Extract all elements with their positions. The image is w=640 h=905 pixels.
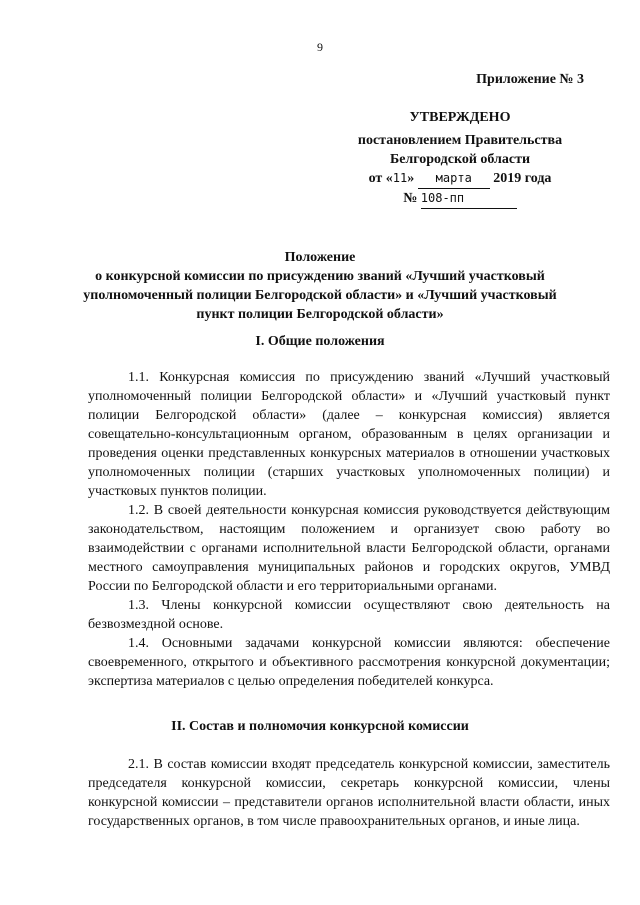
title-line-3: уполномоченный полиции Белгородской области» и «Лучший участковый xyxy=(83,288,557,303)
page-number: 9 xyxy=(317,40,323,54)
paragraph-1-2: 1.2. В своей деятельности конкурсная комиссия руководствуется действующим законодательством, настоящим положением и организует свою работу во взаимодействии с органами исполнительной власти Белгородской области, органами местного самоуправления муниципальных районов и городских округов, УМВД России по Белгородской области и его территориальными органами. xyxy=(88,503,610,594)
approved-stamp-text: УТВЕРЖДЕНО xyxy=(409,110,511,125)
section-2-body xyxy=(88,755,610,831)
number-value: 108-пп xyxy=(421,189,517,209)
date-month: марта xyxy=(418,169,490,189)
paragraph-1-4: 1.4. Основными задачами конкурсной комиссии являются: обеспечение своевременного, открытого и объективного рассмотрения конкурсной документации; экспертиза материалов с целью определения победителей конкурса. xyxy=(88,636,610,689)
approval-number xyxy=(320,189,600,209)
title-line-1: Положение xyxy=(284,250,356,265)
section-2-heading: II. Состав и полномочия конкурсной комиссии xyxy=(171,719,469,734)
title-line-4: пункт полиции Белгородской области» xyxy=(196,307,444,322)
approval-line-2: Белгородской области xyxy=(389,152,531,167)
approval-line-1: постановлением Правительства xyxy=(357,133,563,148)
document-title xyxy=(60,248,580,324)
approval-date xyxy=(320,169,600,189)
section-1-heading: I. Общие положения xyxy=(255,334,385,349)
section-1-body xyxy=(88,368,610,691)
paragraph-1-1: 1.1. Конкурсная комиссия по присуждению званий «Лучший участковый уполномоченный полиции Белгородской области» и «Лучший участковый пункт полиции Белгородской области» (далее – конкурсная комиссия) является совещательно-консультационным органом, образованным в целях организации и проведения оценки представленных конкурсных материалов в отношении участковых уполномоченных полиции (старших участковых уполномоченных полиции) и участковых пунктов полиции. xyxy=(88,370,610,499)
appendix-label: Приложение № 3 xyxy=(476,72,584,87)
paragraph-1-3: 1.3. Члены конкурсной комиссии осуществляют свою деятельность на безвозмездной основе. xyxy=(88,598,610,632)
date-mid: » xyxy=(407,171,415,186)
date-day: 11 xyxy=(392,171,408,185)
date-year: 2019 года xyxy=(493,171,552,186)
date-prefix: от « xyxy=(368,171,393,186)
paragraph-2-1: 2.1. В состав комиссии входят председатель конкурсной комиссии, заместитель председателя конкурсной комиссии, секретарь конкурсной комиссии, члены конкурсной комиссии – представители органов исполнительной власти области, иных государственных органов, в том числе правоохранительных органов, и иные лица. xyxy=(88,757,610,829)
approval-block xyxy=(320,108,600,209)
title-line-2: о конкурсной комиссии по присуждению званий «Лучший участковый xyxy=(95,269,545,284)
number-prefix: № xyxy=(403,191,418,206)
